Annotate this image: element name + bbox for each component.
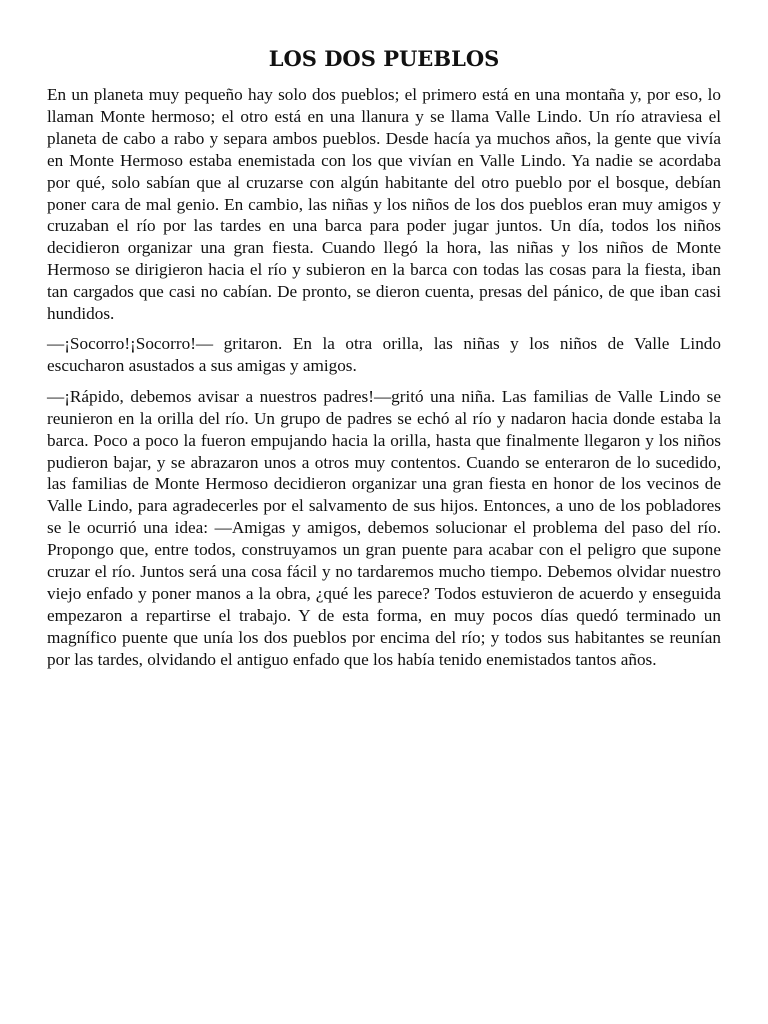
paragraph-2: —¡Socorro!¡Socorro!— gritaron. En la otra orilla, las niñas y los niños de Valle Lindo escucharon asustados a sus amigas y amigos.	[47, 334, 721, 376]
paragraph-1: En un planeta muy pequeño hay solo dos pueblos; el primero está en una montaña y, por eso, lo llaman Monte hermoso; el otro está en una llanura y se llama Valle Lindo. Un río atraviesa el planeta de cabo a rabo y separa ambos pueblos. Desde hacía ya muchos años, la gente que vivía en Monte Hermoso estaba enemistada con los que vivían en Valle Lindo. Ya nadie se acordaba por qué, solo sabían que al cruzarse con algún habitante del otro pueblo por el bosque, debían poner cara de mal genio. En cambio, las niñas y los niños de los dos pueblos eran muy amigos y cruzaban el río por las tardes en una barca para poder jugar juntos. Un día, todos los niños decidieron organizar una gran fiesta. Cuando llegó la hora, las niñas y los niños de Monte Hermoso se dirigieron hacia el río y subieron en la barca con todas las cosas para la fiesta, iban tan cargados que casi no cabían. De pronto, se dieron cuenta, presas del pánico, de que iban casi hundidos.	[47, 85, 721, 324]
document-title: LOS DOS PUEBLOS	[268, 46, 500, 71]
paragraph-3: —¡Rápido, debemos avisar a nuestros padres!—gritó una niña. Las familias de Valle Lindo se reunieron en la orilla del río. Un grupo de padres se echó al río y nadaron hacia donde estaba la barca. Poco a poco la fueron empujando hacia la orilla, hasta que finalmente llegaron y los niños pudieron bajar, y se abrazaron unos a otros muy contentos. Cuando se enteraron de lo sucedido, las familias de Monte Hermoso decidieron organizar una gran fiesta en honor de los vecinos de Valle Lindo, para agradecerles por el salvamento de sus hijos. Entonces, a uno de los pobladores se le ocurrió una idea: —Amigas y amigos, debemos solucionar el problema del paso del río. Propongo que, entre todos, construyamos un gran puente para acabar con el peligro que supone cruzar el río. Juntos será una cosa fácil y no tardaremos mucho tiempo. Debemos olvidar nuestro viejo enfado y poner manos a la obra, ¿qué les parece? Todos estuvieron de acuerdo y enseguida empezaron a repartirse el trabajo. Y de esta forma, en muy pocos días quedó terminado un magnífico puente que unía los dos pueblos por encima del río; y todos sus habitantes se reunían por las tardes, olvidando el antiguo enfado que los había tenido enemistados tantos años.	[47, 386, 721, 669]
document-body	[47, 84, 721, 679]
